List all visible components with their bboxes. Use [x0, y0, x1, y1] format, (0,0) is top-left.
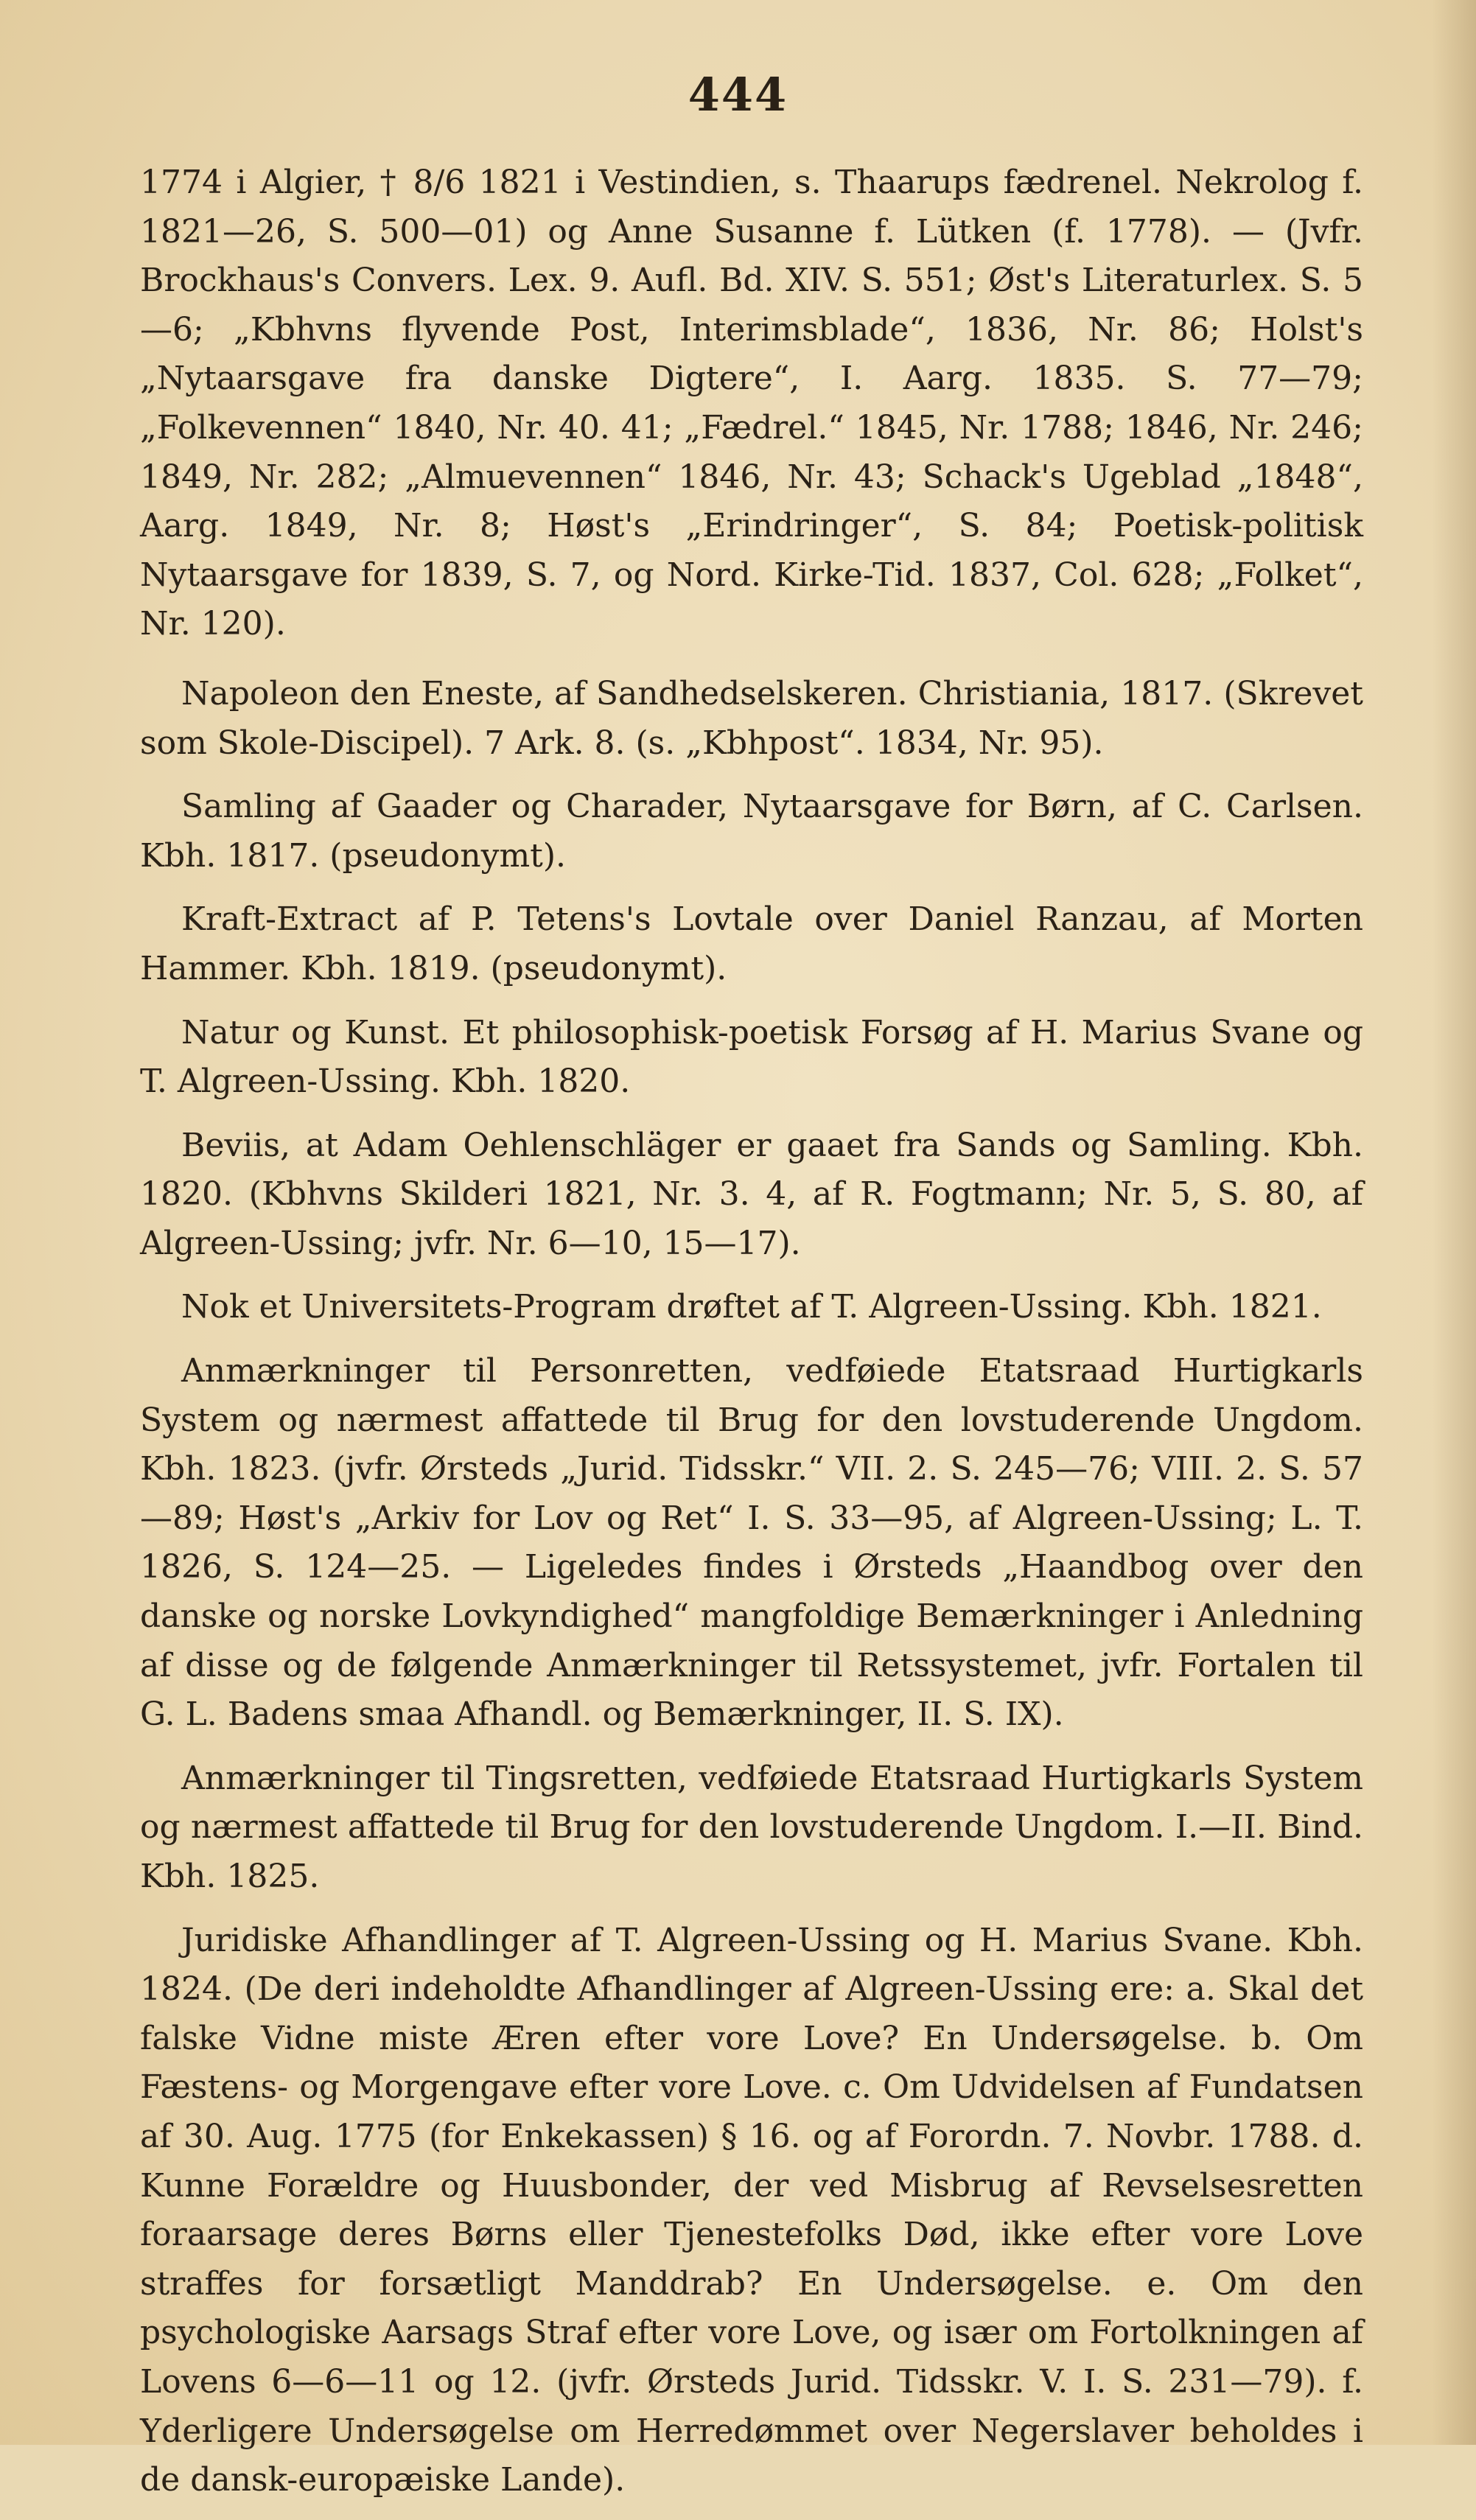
entry-napoleon: Napoleon den Eneste, af Sandhedselskeren. Christiania, 1817. (Skrevet som Skole-Discipel). 7 Ark. 8. (s. „Kbhpost“. 1834, Nr. 95).	[140, 674, 1363, 762]
page-number: 444	[688, 68, 788, 122]
entry-personretten: Anmærkninger til Personretten, vedføiede Etatsraad Hurtigkarls System og nærmest affattede til Brug for den lovstuderende Ungdom. Kbh. 1823. (jvfr. Ørsteds „Jurid. Tidsskr.“ VII. 2. S. 245—76; VIII. 2. S. 57—89; Høst's „Arkiv for Lov og Ret“ I. S. 33—95, af Algreen-Ussing; L. T. 1826, S. 124—25. — Ligeledes findes i Ørsteds „Haandbog over den danske og norske Lovkyndighed“ mangfoldige Bemærkninger i Anledning af disse og de følgende Anmærkninger til Retssystemet, jvfr. Fortalen til G. L. Badens smaa Afhandl. og Bemærkninger, II. S. IX).	[140, 1352, 1363, 1734]
entry-universitets-program: Nok et Universitets-Program drøftet af T. Algreen-Ussing. Kbh. 1821.	[181, 1288, 1322, 1326]
entry-kraft-extract: Kraft-Extract af P. Tetens's Lovtale over Daniel Ranzau, af Morten Hammer. Kbh. 1819. (pseudonymt).	[140, 900, 1363, 987]
entry-continuation: 1774 i Algier, † 8/6 1821 i Vestindien, s. Thaarups fædrenel. Nekrolog f. 1821—26, S. 500—01) og Anne Susanne f. Lütken (f. 1778). — (Jvfr. Brockhaus's Convers. Lex. 9. Aufl. Bd. XIV. S. 551; Øst's Literaturlex. S. 5—6; „Kbhvns flyvende Post, Interimsblade“, 1836, Nr. 86; Holst's „Nytaarsgave fra danske Digtere“, I. Aarg. 1835. S. 77—79; „Folkevennen“ 1840, Nr. 40. 41; „Fædrel.“ 1845, Nr. 1788; 1846, Nr. 246; 1849, Nr. 282; „Almuevennen“ 1846, Nr. 43; Schack's Ugeblad „1848“, Aarg. 1849, Nr. 8; Høst's „Erindringer“, S. 84; Poetisk-politisk Nytaarsgave for 1839, S. 7, og Nord. Kirke-Tid. 1837, Col. 628; „Folket“, Nr. 120).	[140, 164, 1363, 643]
entry-natur-kunst: Natur og Kunst. Et philosophisk-poetisk Forsøg af H. Marius Svane og T. Algreen-Ussing. Kbh. 1820.	[140, 1013, 1363, 1101]
page-edge-shadow	[1432, 0, 1476, 2445]
entry-samling-gaader: Samling af Gaader og Charader, Nytaarsgave for Børn, af C. Carlsen. Kbh. 1817. (pseudonymt).	[140, 788, 1363, 875]
bibliography-text	[140, 158, 1363, 2520]
entry-beviis: Beviis, at Adam Oehlenschläger er gaaet fra Sands og Samling. Kbh. 1820. (Kbhvns Skilderi 1821, Nr. 3. 4, af R. Fogtmann; Nr. 5, S. 80, af Algreen-Ussing; jvfr. Nr. 6—10, 15—17).	[140, 1126, 1363, 1262]
entry-tingsretten: Anmærkninger til Tingsretten, vedføiede Etatsraad Hurtigkarls System og nærmest affattede til Brug for den lovstuderende Ungdom. I.—II. Bind. Kbh. 1825.	[140, 1759, 1363, 1895]
entry-juridiske-afhandlinger: Juridiske Afhandlinger af T. Algreen-Ussing og H. Marius Svane. Kbh. 1824. (De deri indeholdte Afhandlinger af Algreen-Ussing ere: a. Skal det falske Vidne miste Æren efter vore Love? En Undersøgelse. b. Om Fæstens- og Morgengave efter vore Love. c. Om Udvidelsen af Fundatsen af 30. Aug. 1775 (for Enkekassen) § 16. og af Forordn. 7. Novbr. 1788. d. Kunne Forældre og Huusbonder, der ved Misbrug af Revselsesretten foraarsage deres Børns eller Tjenestefolks Død, ikke efter vore Love straffes for forsætligt Manddrab? En Undersøgelse. e. Om den psychologiske Aarsags Straf efter vore Love, og især om Fortolkningen af Lovens 6—6—11 og 12. (jvfr. Ørsteds Jurid. Tidsskr. V. I. S. 231—79). f. Yderligere Undersøgelse om Herredømmet over Negerslaver beholdes i de dansk-europæiske Lande).	[140, 1921, 1363, 2499]
